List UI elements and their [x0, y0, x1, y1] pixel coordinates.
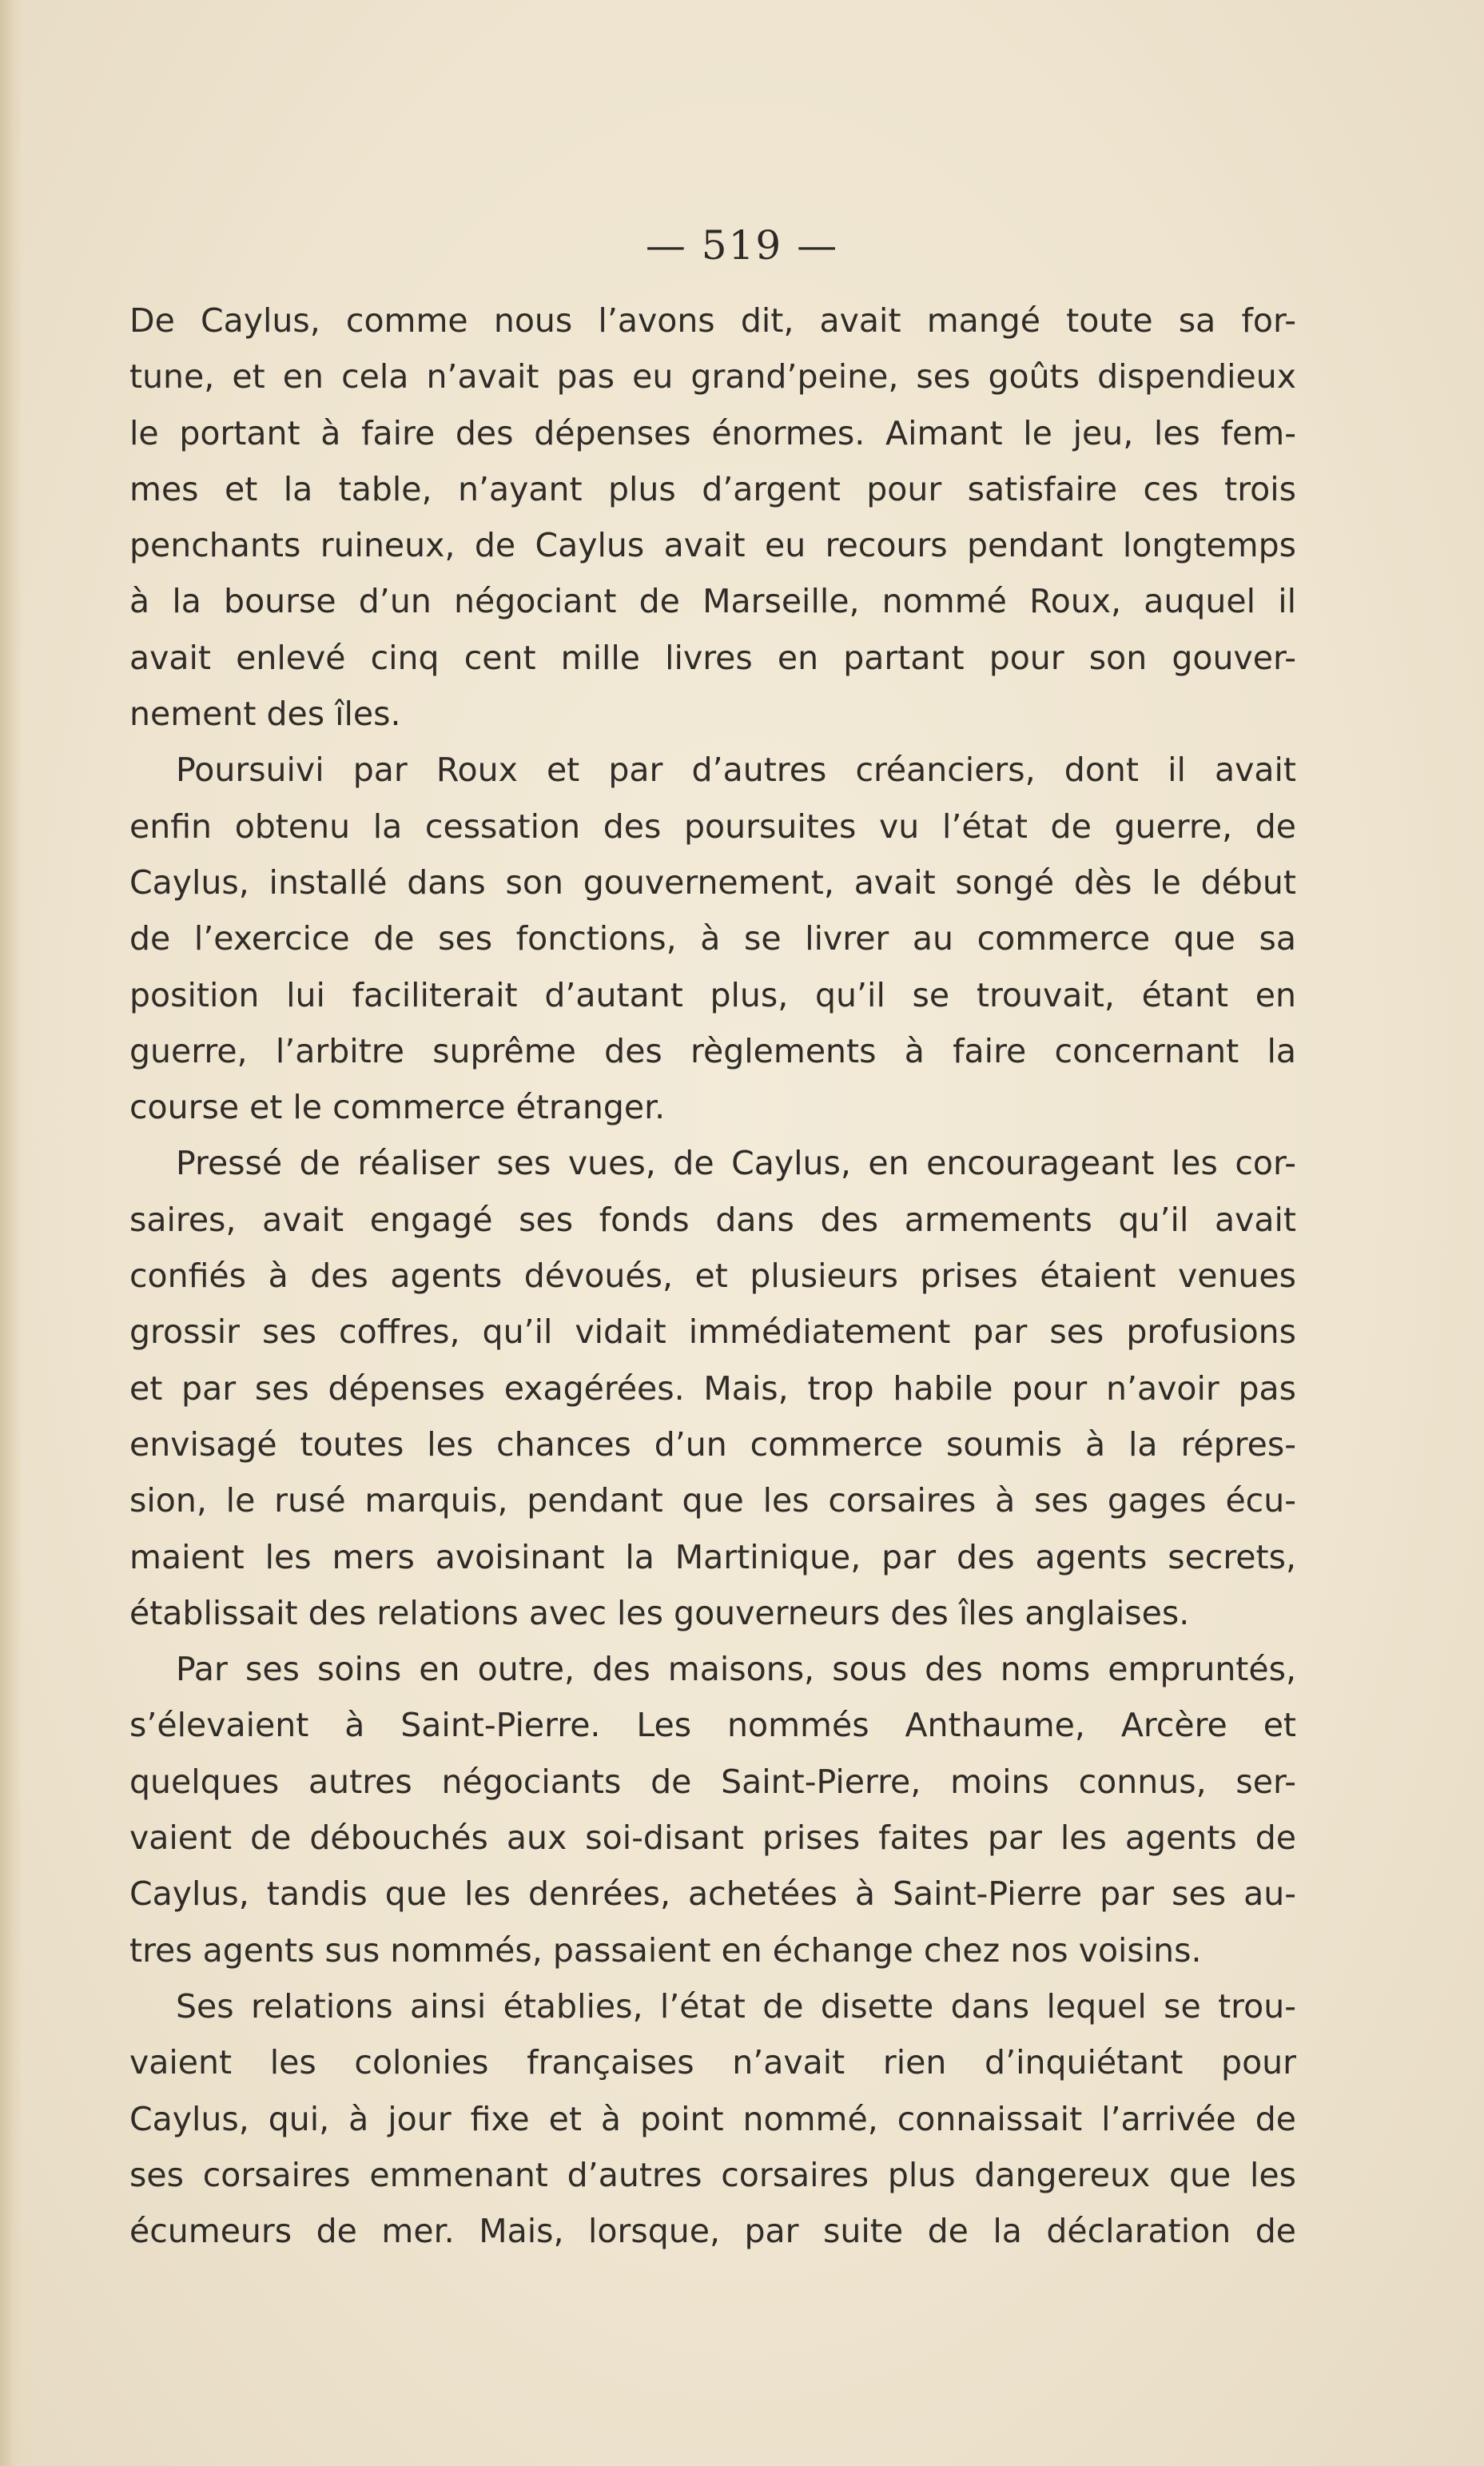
text-line: Poursuivi par Roux et par d’autres créanciers, dont il avait: [176, 751, 1296, 790]
text-line: penchants ruineux, de Caylus avait eu recours pendant longtemps: [129, 526, 1296, 565]
text-line: s’élevaient à Saint-Pierre. Les nommés Anthaume, Arcère et: [129, 1706, 1296, 1745]
text-line: saires, avait engagé ses fonds dans des armements qu’il avait: [129, 1200, 1296, 1239]
text-line: Caylus, qui, à jour fixe et à point nommé, connaissait l’arrivée de: [129, 2099, 1296, 2138]
text-line: enfin obtenu la cessation des poursuites vu l’état de guerre, de: [129, 807, 1296, 846]
text-line: envisagé toutes les chances d’un commerce soumis à la répres-: [129, 1424, 1296, 1464]
text-line: et par ses dépenses exagérées. Mais, trop habile pour n’avoir pas: [129, 1368, 1296, 1408]
paragraph-4: [129, 1641, 1296, 1978]
text-line: établissait des relations avec les gouverneurs des îles anglaises.: [129, 1593, 1190, 1632]
text-line: écumeurs de mer. Mais, lorsque, par suite de la déclaration de: [129, 2212, 1296, 2251]
text-line: sion, le rusé marquis, pendant que les corsaires à ses gages écu-: [129, 1481, 1296, 1520]
paragraph-2: [129, 742, 1296, 1135]
text-line: quelques autres négociants de Saint-Pierre, moins connus, ser-: [129, 1762, 1296, 1801]
text-line: guerre, l’arbitre suprême des règlements à faire concernant la: [129, 1031, 1296, 1070]
text-line: Caylus, installé dans son gouvernement, avait songé dès le début: [129, 863, 1296, 902]
text-line: avait enlevé cinq cent mille livres en partant pour son gouver-: [129, 638, 1296, 677]
text-line: De Caylus, comme nous l’avons dit, avait mangé toute sa for-: [129, 301, 1296, 340]
text-line: nement des îles.: [129, 695, 401, 734]
page-gutter-shadow: [0, 0, 22, 2466]
text-line: tune, et en cela n’avait pas eu grand’peine, ses goûts dispendieux: [129, 357, 1296, 396]
text-line: maient les mers avoisinant la Martinique, par des agents secrets,: [129, 1537, 1296, 1576]
text-line: Ses relations ainsi établies, l’état de disette dans lequel se trou-: [176, 1986, 1296, 2026]
text-line: le portant à faire des dépenses énormes. Aimant le jeu, les fem-: [129, 413, 1296, 452]
text-line: de l’exercice de ses fonctions, à se livrer au commerce que sa: [129, 919, 1296, 958]
text-line: à la bourse d’un négociant de Marseille, nommé Roux, auquel il: [129, 582, 1296, 621]
body-text: [129, 293, 1296, 2259]
text-line: Par ses soins en outre, des maisons, sous des noms empruntés,: [176, 1650, 1296, 1689]
text-line: tres agents sus nommés, passaient en échange chez nos voisins.: [129, 1930, 1202, 1970]
paragraph-5: [129, 1978, 1296, 2259]
text-line: confiés à des agents dévoués, et plusieurs prises étaient venues: [129, 1257, 1296, 1296]
text-line: course et le commerce étranger.: [129, 1088, 666, 1127]
text-line: Pressé de réaliser ses vues, de Caylus, en encourageant les cor-: [176, 1144, 1296, 1183]
text-line: vaient les colonies françaises n’avait rien d’inquiétant pour: [129, 2043, 1296, 2082]
text-line: vaient de débouchés aux soi-disant prises faites par les agents de: [129, 1819, 1296, 1858]
text-line: mes et la table, n’ayant plus d’argent pour satisfaire ces trois: [129, 469, 1296, 508]
text-line: position lui faciliterait d’autant plus, qu’il se trouvait, étant en: [129, 975, 1296, 1014]
paragraph-1: [129, 293, 1296, 742]
page-number: — 519 —: [645, 222, 839, 269]
text-line: grossir ses coffres, qu’il vidait immédiatement par ses profusions: [129, 1313, 1296, 1352]
text-line: ses corsaires emmenant d’autres corsaires plus dangereux que les: [129, 2155, 1296, 2194]
paragraph-3: [129, 1135, 1296, 1641]
text-line: Caylus, tandis que les denrées, achetées à Saint-Pierre par ses au-: [129, 1874, 1296, 1914]
